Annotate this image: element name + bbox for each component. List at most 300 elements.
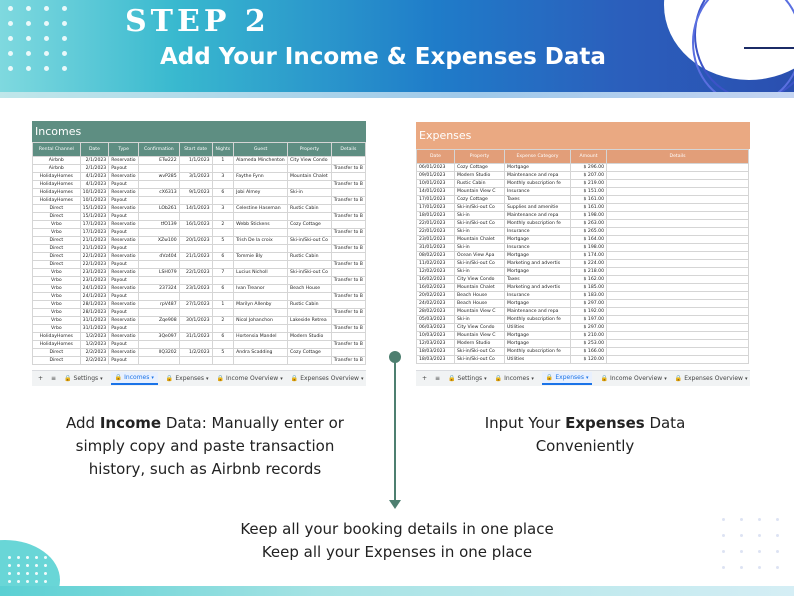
table-cell[interactable]: Rustic Cabin (455, 180, 505, 188)
table-cell[interactable]: Ski-in (455, 212, 505, 220)
column-header[interactable]: Details (331, 143, 365, 157)
table-cell[interactable] (234, 245, 288, 253)
table-cell[interactable]: 31/1/2023 (80, 325, 109, 333)
table-cell[interactable]: HolidayHomes (33, 189, 81, 197)
table-cell[interactable] (234, 325, 288, 333)
table-cell[interactable]: $ 253.00 (571, 340, 607, 348)
table-cell[interactable]: 16/02/2023 (417, 284, 455, 292)
table-cell[interactable]: Direct (33, 205, 81, 213)
table-cell[interactable]: 10/01/2023 (417, 180, 455, 188)
table-cell[interactable] (179, 261, 212, 269)
table-cell[interactable]: $ 174.00 (571, 252, 607, 260)
table-cell[interactable] (331, 349, 365, 357)
table-cell[interactable] (607, 284, 749, 292)
table-cell[interactable] (234, 293, 288, 301)
table-cell[interactable] (331, 221, 365, 229)
table-cell[interactable]: Insurance (505, 292, 571, 300)
table-cell[interactable]: Transfer to B (331, 293, 365, 301)
table-cell[interactable] (212, 293, 234, 301)
table-cell[interactable] (179, 293, 212, 301)
table-cell[interactable]: Supplies and amenitie (505, 204, 571, 212)
table-cell[interactable] (234, 277, 288, 285)
table-cell[interactable]: Rustic Cabin (288, 205, 332, 213)
column-header[interactable]: Type (109, 143, 139, 157)
table-cell[interactable] (234, 229, 288, 237)
table-cell[interactable]: 237324 (139, 285, 180, 293)
table-cell[interactable]: Transfer to B (331, 357, 365, 365)
table-cell[interactable] (179, 165, 212, 173)
add-sheet-icon[interactable]: + (422, 375, 428, 382)
table-cell[interactable]: Direct (33, 349, 81, 357)
table-cell[interactable]: 6 (212, 333, 234, 341)
table-cell[interactable]: $ 224.00 (571, 260, 607, 268)
column-header[interactable]: Date (417, 150, 455, 164)
table-cell[interactable] (234, 357, 288, 365)
table-cell[interactable]: Vrbo (33, 221, 81, 229)
table-cell[interactable]: 6 (212, 253, 234, 261)
table-cell[interactable]: City View Condo (455, 324, 505, 332)
table-cell[interactable]: $ 183.00 (571, 292, 607, 300)
table-cell[interactable]: 24/02/2023 (417, 300, 455, 308)
table-cell[interactable]: $ 192.00 (571, 308, 607, 316)
table-cell[interactable]: 28/1/2023 (80, 301, 109, 309)
table-cell[interactable] (139, 213, 180, 221)
table-cell[interactable]: Utilities (505, 324, 571, 332)
table-cell[interactable]: Transfer to B (331, 213, 365, 221)
table-cell[interactable]: Payout (109, 293, 139, 301)
table-cell[interactable] (139, 245, 180, 253)
table-cell[interactable]: $ 219.00 (571, 180, 607, 188)
table-cell[interactable] (179, 357, 212, 365)
table-cell[interactable]: Direct (33, 261, 81, 269)
table-cell[interactable] (179, 197, 212, 205)
table-cell[interactable]: 1/2/2023 (80, 333, 109, 341)
table-cell[interactable]: 22/01/2023 (417, 228, 455, 236)
sheet-tab[interactable] (600, 375, 666, 382)
table-cell[interactable]: Vrbo (33, 309, 81, 317)
table-cell[interactable] (607, 252, 749, 260)
table-cell[interactable]: Jobi Almey (234, 189, 288, 197)
table-cell[interactable] (607, 324, 749, 332)
table-cell[interactable]: Payout (109, 245, 139, 253)
table-cell[interactable] (139, 261, 180, 269)
table-cell[interactable]: 22/1/2023 (179, 269, 212, 277)
table-cell[interactable]: 15/1/2023 (80, 213, 109, 221)
table-cell[interactable]: HolidayHomes (33, 197, 81, 205)
table-cell[interactable]: $ 296.00 (571, 164, 607, 172)
table-cell[interactable]: Mortgage (505, 300, 571, 308)
table-cell[interactable]: Direct (33, 213, 81, 221)
table-cell[interactable] (139, 277, 180, 285)
table-cell[interactable] (288, 309, 332, 317)
table-cell[interactable]: 21/1/2023 (80, 245, 109, 253)
column-header[interactable]: Guest (234, 143, 288, 157)
table-cell[interactable]: Vrbo (33, 285, 81, 293)
table-cell[interactable]: City View Condo (288, 157, 332, 165)
table-cell[interactable]: $ 161.00 (571, 204, 607, 212)
column-header[interactable]: Details (607, 150, 749, 164)
table-cell[interactable]: Marilyn Allenby (234, 301, 288, 309)
table-cell[interactable]: lIQ3202 (139, 349, 180, 357)
table-cell[interactable]: Tommie Bly (234, 253, 288, 261)
table-cell[interactable] (179, 341, 212, 349)
table-cell[interactable]: 22/1/2023 (80, 261, 109, 269)
table-cell[interactable]: Mortgage (505, 268, 571, 276)
sheet-tab[interactable] (675, 375, 748, 382)
table-cell[interactable]: Mortgage (505, 332, 571, 340)
table-cell[interactable]: 22/1/2023 (80, 253, 109, 261)
table-cell[interactable] (288, 277, 332, 285)
table-cell[interactable]: 16/02/2023 (417, 276, 455, 284)
table-cell[interactable]: Mortgage (505, 164, 571, 172)
table-cell[interactable] (607, 332, 749, 340)
table-cell[interactable]: Taxes (505, 276, 571, 284)
table-cell[interactable]: Reservatio (109, 333, 139, 341)
table-cell[interactable]: Reservatio (109, 189, 139, 197)
table-cell[interactable]: Utilities (505, 356, 571, 364)
table-cell[interactable]: Modern Studio (455, 340, 505, 348)
table-cell[interactable]: Reservatio (109, 205, 139, 213)
table-cell[interactable] (212, 197, 234, 205)
table-cell[interactable]: Ski-in/Ski-out Co (455, 356, 505, 364)
sheet-tab[interactable] (111, 372, 158, 385)
table-cell[interactable]: 23/1/2023 (179, 285, 212, 293)
table-cell[interactable] (607, 348, 749, 356)
table-cell[interactable]: Payout (109, 309, 139, 317)
table-cell[interactable]: Maintenance and repa (505, 212, 571, 220)
table-cell[interactable]: Insurance (505, 244, 571, 252)
table-cell[interactable]: $ 185.00 (571, 284, 607, 292)
table-cell[interactable]: Marketing and advertis (505, 260, 571, 268)
table-cell[interactable] (234, 261, 288, 269)
column-header[interactable]: Date (80, 143, 109, 157)
table-cell[interactable]: Mountain Chalet (455, 236, 505, 244)
table-cell[interactable]: Vrbo (33, 229, 81, 237)
table-cell[interactable]: 2 (212, 221, 234, 229)
table-cell[interactable]: 5 (212, 349, 234, 357)
table-cell[interactable] (607, 300, 749, 308)
table-cell[interactable]: $ 166.00 (571, 348, 607, 356)
table-cell[interactable]: Ocean View Apa (455, 252, 505, 260)
table-cell[interactable] (179, 309, 212, 317)
table-cell[interactable]: 6 (212, 285, 234, 293)
table-cell[interactable]: Zqe908 (139, 317, 180, 325)
table-cell[interactable] (288, 341, 332, 349)
table-cell[interactable]: dVz404 (139, 253, 180, 261)
table-cell[interactable]: Transfer to B (331, 197, 365, 205)
table-cell[interactable]: Ivan Treanor (234, 285, 288, 293)
table-cell[interactable]: tfO139 (139, 221, 180, 229)
all-sheets-icon[interactable]: ≡ (51, 375, 57, 382)
table-cell[interactable]: $ 161.00 (571, 196, 607, 204)
table-cell[interactable]: Reservatio (109, 301, 139, 309)
table-cell[interactable] (607, 292, 749, 300)
table-cell[interactable] (179, 229, 212, 237)
table-cell[interactable]: Reservatio (109, 285, 139, 293)
table-cell[interactable]: Ski-in (455, 268, 505, 276)
table-cell[interactable]: Direct (33, 245, 81, 253)
table-cell[interactable]: Ski-in/Ski-out Co (455, 204, 505, 212)
table-cell[interactable]: 11/02/2023 (417, 260, 455, 268)
table-cell[interactable]: Reservatio (109, 317, 139, 325)
table-cell[interactable]: cX6313 (139, 189, 180, 197)
table-cell[interactable]: Insurance (505, 228, 571, 236)
table-cell[interactable]: 1/2/2023 (179, 349, 212, 357)
table-cell[interactable] (607, 196, 749, 204)
table-cell[interactable]: 20/1/2023 (179, 237, 212, 245)
table-cell[interactable]: ETw222 (139, 157, 180, 165)
table-cell[interactable]: 21/1/2023 (179, 253, 212, 261)
table-cell[interactable]: $ 198.00 (571, 244, 607, 252)
table-cell[interactable] (139, 341, 180, 349)
table-cell[interactable]: Cozy Cottage (288, 221, 332, 229)
table-cell[interactable]: 4/1/2023 (80, 173, 109, 181)
table-cell[interactable]: Payout (109, 357, 139, 365)
table-cell[interactable]: 9/1/2023 (179, 189, 212, 197)
table-cell[interactable]: Direct (33, 357, 81, 365)
column-header[interactable]: Confirmation (139, 143, 180, 157)
table-cell[interactable]: wvP285 (139, 173, 180, 181)
table-cell[interactable] (212, 325, 234, 333)
table-cell[interactable]: 31/1/2023 (80, 317, 109, 325)
table-cell[interactable]: 23/1/2023 (80, 269, 109, 277)
table-cell[interactable]: $ 207.00 (571, 172, 607, 180)
table-cell[interactable]: Mortgage (505, 252, 571, 260)
table-cell[interactable] (288, 181, 332, 189)
table-cell[interactable]: Payout (109, 213, 139, 221)
table-cell[interactable]: Alameda Minchenton (234, 157, 288, 165)
column-header[interactable]: Nights (212, 143, 234, 157)
table-cell[interactable] (212, 341, 234, 349)
table-cell[interactable]: 5 (212, 237, 234, 245)
table-cell[interactable]: Nicol Johanchon (234, 317, 288, 325)
table-cell[interactable]: $ 164.00 (571, 236, 607, 244)
table-cell[interactable]: Monthly subscription fe (505, 348, 571, 356)
sheet-tab[interactable] (542, 372, 593, 385)
table-cell[interactable]: $ 198.00 (571, 212, 607, 220)
table-cell[interactable]: $ 162.00 (571, 276, 607, 284)
table-cell[interactable]: Faythe Fynn (234, 173, 288, 181)
table-cell[interactable]: $ 218.00 (571, 268, 607, 276)
table-cell[interactable]: 18/01/2023 (417, 212, 455, 220)
table-cell[interactable] (607, 212, 749, 220)
table-cell[interactable]: $ 265.00 (571, 228, 607, 236)
sheet-tab[interactable] (64, 375, 103, 382)
table-cell[interactable]: 3 (212, 205, 234, 213)
table-cell[interactable]: Reservatio (109, 157, 139, 165)
table-cell[interactable]: 18/03/2023 (417, 348, 455, 356)
table-cell[interactable]: Payout (109, 165, 139, 173)
table-cell[interactable] (331, 333, 365, 341)
table-cell[interactable]: 7 (212, 269, 234, 277)
table-cell[interactable]: Mountain Chalet (455, 284, 505, 292)
table-cell[interactable]: 15/1/2023 (80, 205, 109, 213)
table-cell[interactable]: 14/01/2023 (417, 188, 455, 196)
table-cell[interactable]: 1 (212, 301, 234, 309)
table-cell[interactable]: 28/02/2023 (417, 308, 455, 316)
table-cell[interactable] (607, 220, 749, 228)
table-cell[interactable]: Payout (109, 341, 139, 349)
table-cell[interactable] (212, 309, 234, 317)
table-cell[interactable] (234, 341, 288, 349)
table-cell[interactable] (288, 197, 332, 205)
table-cell[interactable]: Ski-in/Ski-out Co (455, 260, 505, 268)
table-cell[interactable]: Reservatio (109, 173, 139, 181)
table-cell[interactable] (179, 245, 212, 253)
column-header[interactable]: Property (455, 150, 505, 164)
table-cell[interactable]: 12/03/2023 (417, 340, 455, 348)
table-cell[interactable] (288, 245, 332, 253)
table-cell[interactable]: Direct (33, 237, 81, 245)
table-cell[interactable] (139, 293, 180, 301)
table-cell[interactable] (331, 317, 365, 325)
table-cell[interactable]: 24/1/2023 (80, 285, 109, 293)
table-cell[interactable]: Beach House (288, 285, 332, 293)
table-cell[interactable]: Payout (109, 181, 139, 189)
table-cell[interactable]: Ski-in/Ski-out Co (288, 269, 332, 277)
table-cell[interactable]: $ 120.00 (571, 356, 607, 364)
table-cell[interactable]: Mortgage (505, 340, 571, 348)
table-cell[interactable] (234, 197, 288, 205)
table-cell[interactable]: Insurance (505, 188, 571, 196)
table-cell[interactable] (331, 189, 365, 197)
table-cell[interactable] (212, 181, 234, 189)
table-cell[interactable]: 2/2/2023 (80, 349, 109, 357)
table-cell[interactable]: Payout (109, 229, 139, 237)
table-cell[interactable] (139, 309, 180, 317)
table-cell[interactable] (607, 244, 749, 252)
table-cell[interactable]: Monthly subscription fe (505, 220, 571, 228)
table-cell[interactable] (331, 269, 365, 277)
table-cell[interactable]: rpV487 (139, 301, 180, 309)
table-cell[interactable] (607, 164, 749, 172)
table-cell[interactable]: Transfer to B (331, 245, 365, 253)
table-cell[interactable] (179, 325, 212, 333)
table-cell[interactable]: Payout (109, 277, 139, 285)
table-cell[interactable]: 31/1/2023 (179, 333, 212, 341)
table-cell[interactable]: City View Condo (455, 276, 505, 284)
table-cell[interactable] (607, 268, 749, 276)
table-cell[interactable]: Transfer to B (331, 341, 365, 349)
table-cell[interactable]: Ski-in/Ski-out Co (288, 237, 332, 245)
table-cell[interactable]: 17/1/2023 (80, 229, 109, 237)
table-cell[interactable]: Payout (109, 197, 139, 205)
table-cell[interactable] (212, 213, 234, 221)
table-cell[interactable] (234, 181, 288, 189)
table-cell[interactable]: Rustic Cabin (288, 253, 332, 261)
table-cell[interactable] (288, 229, 332, 237)
table-cell[interactable]: Ski-in (288, 189, 332, 197)
table-cell[interactable]: Transfer to B (331, 165, 365, 173)
table-cell[interactable]: Transfer to B (331, 261, 365, 269)
table-cell[interactable]: 06/03/2023 (417, 324, 455, 332)
table-cell[interactable]: 2/1/2023 (80, 157, 109, 165)
table-cell[interactable]: Marketing and advertis (505, 284, 571, 292)
column-header[interactable]: Rental Channel (33, 143, 81, 157)
table-cell[interactable] (179, 213, 212, 221)
table-cell[interactable]: 2 (212, 317, 234, 325)
table-cell[interactable]: Celestine Haseman (234, 205, 288, 213)
table-cell[interactable]: Ski-in (455, 244, 505, 252)
table-cell[interactable]: 27/1/2023 (179, 301, 212, 309)
table-cell[interactable] (331, 157, 365, 165)
table-cell[interactable] (331, 301, 365, 309)
table-cell[interactable] (288, 357, 332, 365)
table-cell[interactable]: 17/1/2023 (80, 221, 109, 229)
table-cell[interactable] (212, 357, 234, 365)
table-cell[interactable]: Reservatio (109, 237, 139, 245)
table-cell[interactable] (331, 285, 365, 293)
column-header[interactable]: Start date (179, 143, 212, 157)
table-cell[interactable]: Mountain View C (455, 332, 505, 340)
table-cell[interactable]: Ski-in/Ski-out Co (455, 348, 505, 356)
table-cell[interactable]: 06/01/2023 (417, 164, 455, 172)
table-cell[interactable]: Cozy Cottage (455, 196, 505, 204)
table-cell[interactable]: Reservatio (109, 221, 139, 229)
table-cell[interactable]: Hortensia Mandel (234, 333, 288, 341)
table-cell[interactable] (234, 165, 288, 173)
table-cell[interactable]: Cozy Cottage (455, 164, 505, 172)
table-cell[interactable]: 05/03/2023 (417, 316, 455, 324)
table-cell[interactable] (331, 173, 365, 181)
table-cell[interactable]: Reservatio (109, 349, 139, 357)
table-cell[interactable]: HolidayHomes (33, 341, 81, 349)
table-cell[interactable]: Airbnb (33, 165, 81, 173)
table-cell[interactable]: Beach House (455, 300, 505, 308)
table-cell[interactable] (607, 204, 749, 212)
table-cell[interactable]: 3Qe097 (139, 333, 180, 341)
sheet-tab[interactable] (166, 375, 209, 382)
table-cell[interactable]: 2/2/2023 (80, 357, 109, 365)
table-cell[interactable]: 20/02/2023 (417, 292, 455, 300)
table-cell[interactable]: Transfer to B (331, 325, 365, 333)
table-cell[interactable]: Mountain View C (455, 188, 505, 196)
table-cell[interactable]: Taxes (505, 196, 571, 204)
table-cell[interactable]: Transfer to B (331, 229, 365, 237)
table-cell[interactable]: Direct (33, 253, 81, 261)
table-cell[interactable]: Mountain Chalet (288, 173, 332, 181)
table-cell[interactable]: 4/1/2023 (80, 181, 109, 189)
table-cell[interactable]: Ski-in (455, 316, 505, 324)
table-cell[interactable]: 1/1/2023 (179, 157, 212, 165)
table-cell[interactable]: 14/1/2023 (179, 205, 212, 213)
table-cell[interactable]: Ski-in/Ski-out Co (455, 220, 505, 228)
table-cell[interactable] (607, 260, 749, 268)
table-cell[interactable] (288, 293, 332, 301)
table-cell[interactable]: Reservatio (109, 269, 139, 277)
table-cell[interactable]: Payout (109, 261, 139, 269)
table-cell[interactable] (139, 181, 180, 189)
table-cell[interactable] (139, 229, 180, 237)
table-cell[interactable]: Reservatio (109, 253, 139, 261)
table-cell[interactable] (179, 181, 212, 189)
table-cell[interactable]: Payout (109, 325, 139, 333)
table-cell[interactable]: Andra Scadding (234, 349, 288, 357)
table-cell[interactable]: Transfer to B (331, 181, 365, 189)
table-cell[interactable]: 28/1/2023 (80, 309, 109, 317)
table-cell[interactable]: Mountain View C (455, 308, 505, 316)
table-cell[interactable]: Vrbo (33, 301, 81, 309)
table-cell[interactable] (234, 309, 288, 317)
table-cell[interactable]: LOb261 (139, 205, 180, 213)
table-cell[interactable]: Maintenance and repa (505, 308, 571, 316)
table-cell[interactable] (288, 325, 332, 333)
table-cell[interactable]: LSH079 (139, 269, 180, 277)
table-cell[interactable]: Monthly subscription fe (505, 316, 571, 324)
table-cell[interactable]: Beach House (455, 292, 505, 300)
table-cell[interactable]: 10/1/2023 (80, 189, 109, 197)
table-cell[interactable] (288, 213, 332, 221)
